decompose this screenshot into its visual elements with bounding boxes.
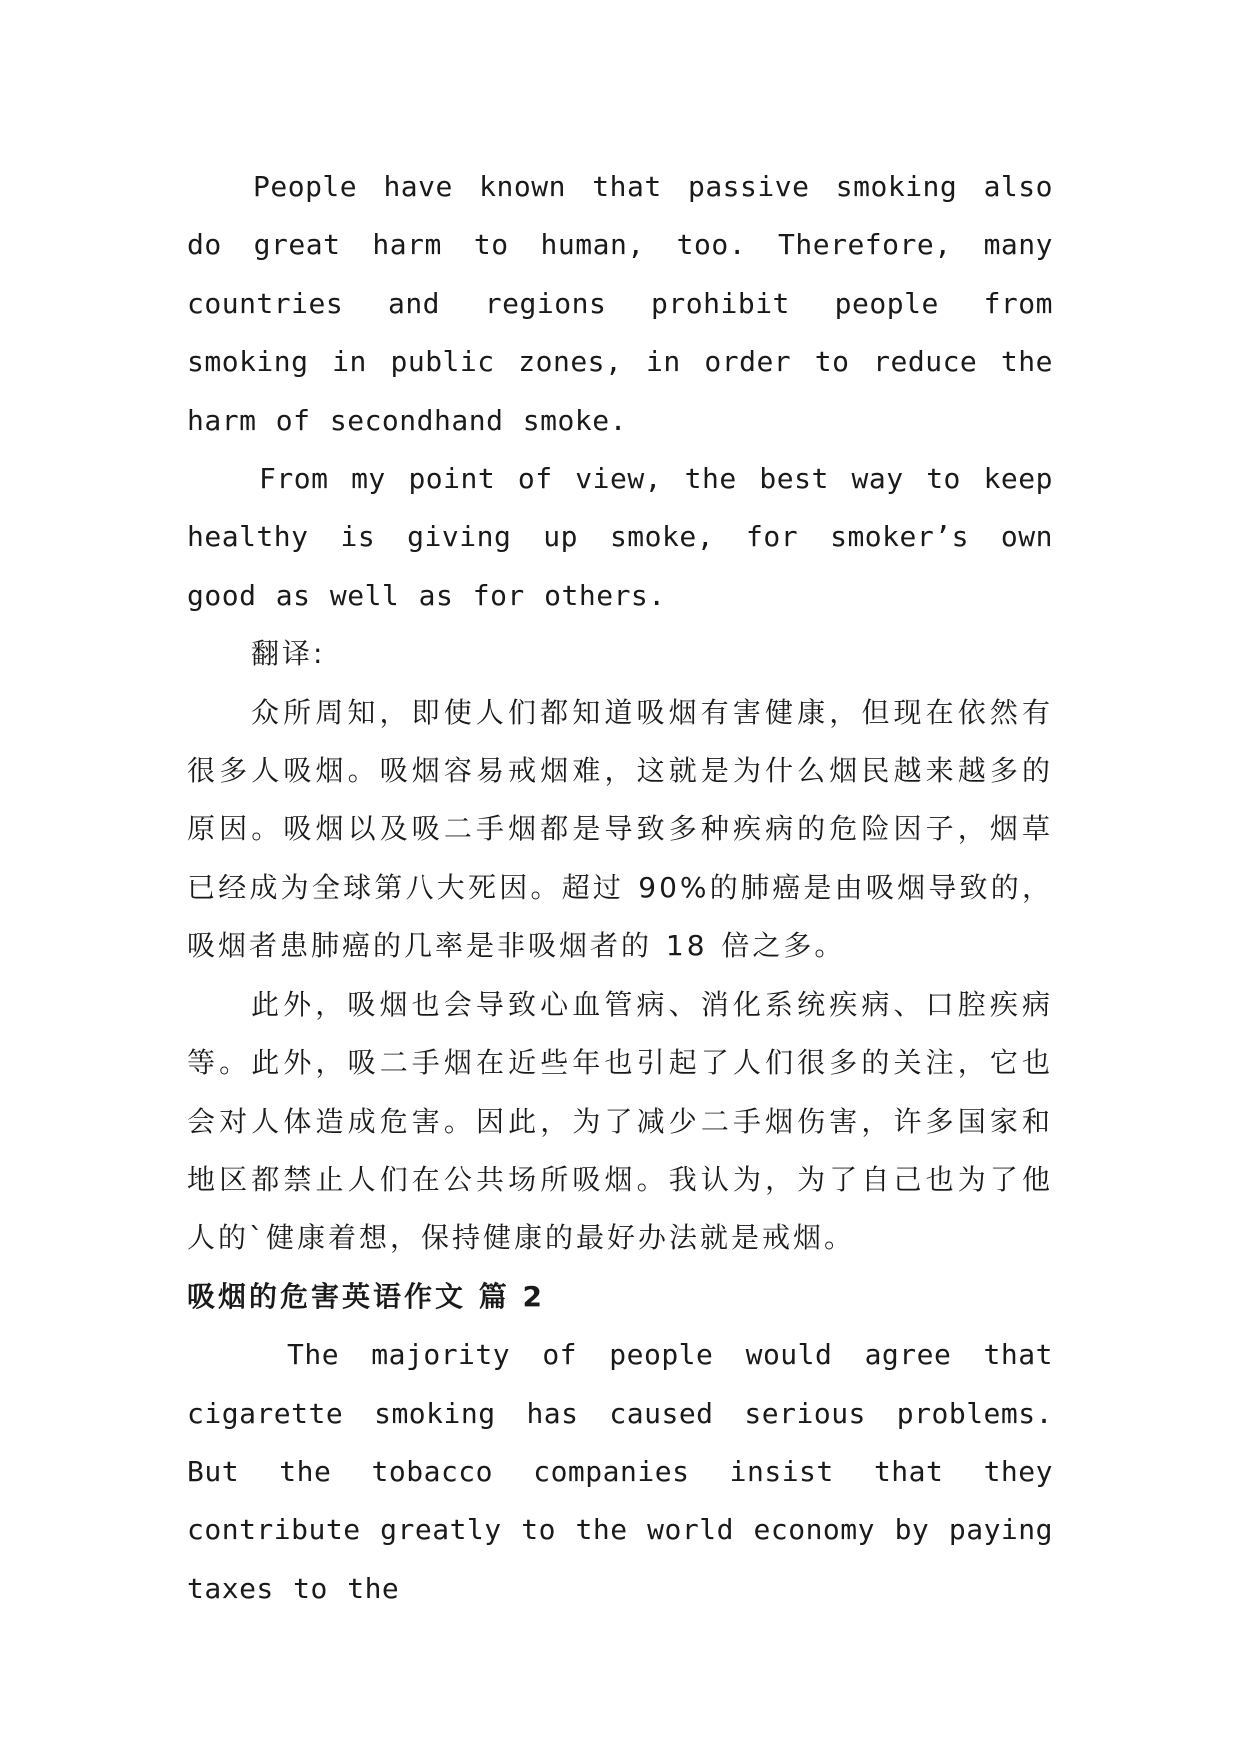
- paragraph-majority: The majority of people would agree that cigarette smoking has caused serious problems. But the tobacco companies insist that they contribute greatly to the world economy by paying taxes to the: [187, 1338, 1053, 1605]
- paragraph-translation-2: 此外，吸烟也会导致心血管病、消化系统疾病、口腔疾病等。此外，吸二手烟在近些年也引起了人们很多的关注，它也会对人体造成危害。因此，为了减少二手烟伤害，许多国家和地区都禁止人们在公共场所吸烟。我认为，为了自己也为了他人的`健康着想，保持健康的最好办法就是戒烟。: [187, 987, 1053, 1255]
- paragraph-translation-1: 众所周知，即使人们都知道吸烟有害健康，但现在依然有很多人吸烟。吸烟容易戒烟难，这就是为什么烟民越来越多的原因。吸烟以及吸二手烟都是导致多种疾病的危险因子，烟草已经成为全球第八大死因。超过 90%的肺癌是由吸烟导致的，吸烟者患肺癌的几率是非吸烟者的 18 倍之多。: [187, 695, 1053, 963]
- paragraph-point-of-view: From my point of view, the best way to keep healthy is giving up smoke, for smoker’s own good as well as for others.: [187, 462, 1053, 612]
- document-page: [187, 158, 1053, 1618]
- section-heading: 吸烟的危害英语作文 篇 2: [187, 1279, 545, 1313]
- translation-label: 翻译:: [251, 637, 326, 671]
- paragraph-passive-smoking: People have known that passive smoking also do great harm to human, too. Therefore, many countries and regions prohibit people from smoking in public zones, in order to reduce the harm of secondhand smoke.: [187, 170, 1053, 437]
